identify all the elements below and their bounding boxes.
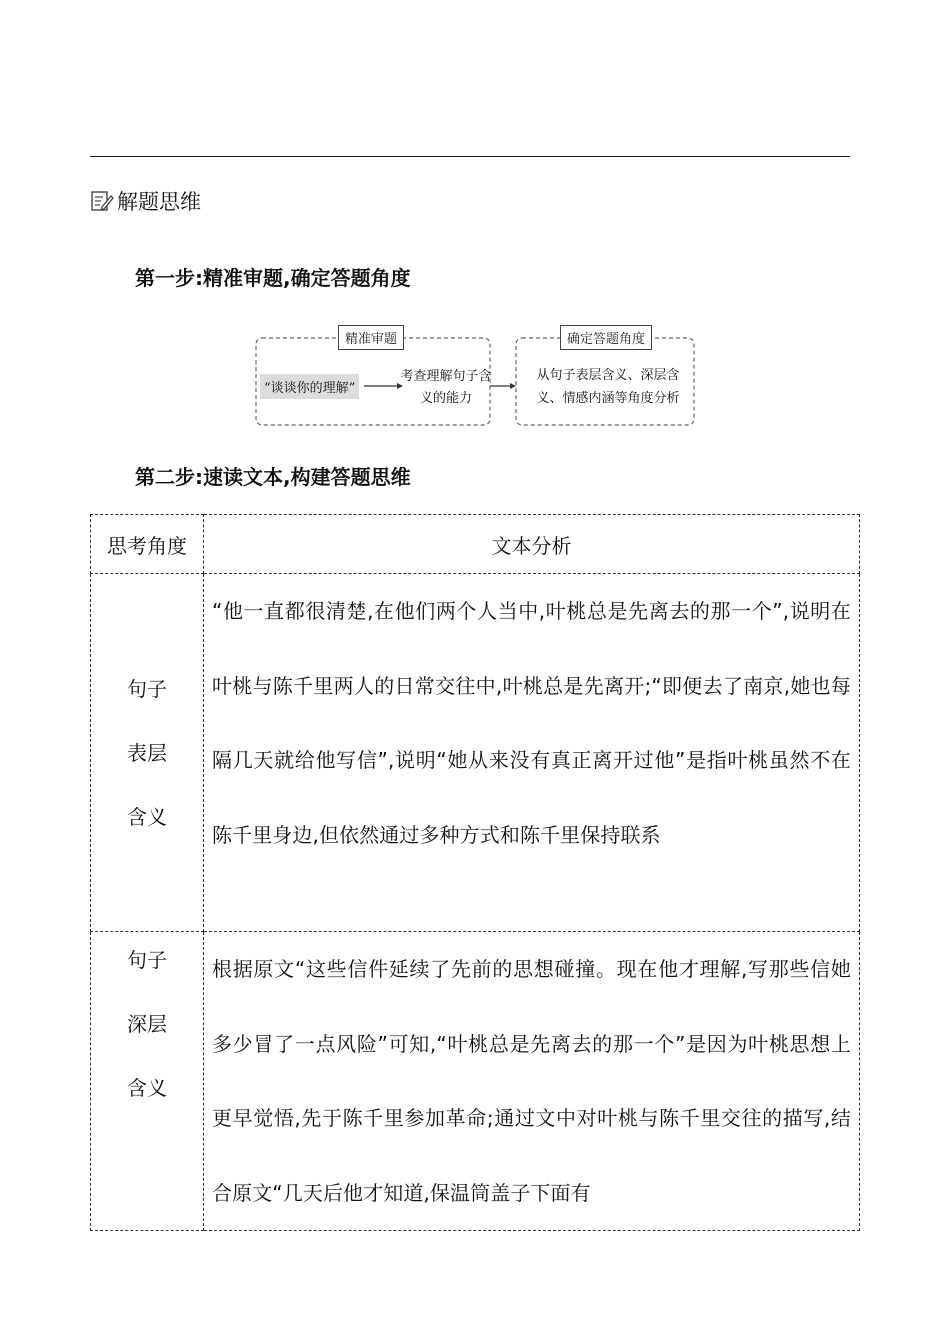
angle-cell [91, 574, 204, 932]
header-rule [90, 156, 850, 157]
left-box-label: 精准审题 [338, 325, 404, 350]
middle-text: 考查理解句子含义的能力 [400, 369, 492, 406]
header-angle: 思考角度 [91, 515, 204, 574]
table-row [91, 574, 860, 932]
analysis-cell: “他一直都很清楚,在他们两个人当中,叶桃总是先离去的那一个”,说明在叶桃与陈千里两人的日常交往中,叶桃总是先离开;“即便去了南京,她也每隔几天就给他写信”,说明“她从来没有真正离开过他”是指叶桃虽然不在陈千里身边,但依然通过多种方式和陈千里保持联系 [204, 574, 860, 932]
section-heading [90, 186, 201, 216]
section-title: 解题思维 [117, 190, 201, 214]
step-one-title: 第一步:精准审题,确定答题角度 [135, 266, 411, 290]
angle-label: 句子表层含义 [127, 676, 167, 829]
analysis-table [90, 514, 860, 1231]
right-text: 从句子表层含义、深层含义、情感内涵等角度分析 [536, 368, 680, 406]
flow-diagram [254, 322, 698, 430]
table-header-row [91, 515, 860, 574]
table-row [91, 932, 860, 1231]
quote-chip: “谈谈你的理解” [260, 374, 359, 399]
edit-note-icon [90, 189, 114, 213]
analysis-cell: 根据原文“这些信件延续了先前的思想碰撞。现在他才理解,写那些信她多少冒了一点风险”可知,“叶桃总是先离去的那一个”是因为叶桃思想上更早觉悟,先于陈千里参加革命;通过文中对叶桃与陈千里交往的描写,结合原文“几天后他才知道,保温筒盖子下面有 [204, 932, 860, 1231]
angle-label: 句子深层含义 [127, 948, 167, 1100]
header-analysis: 文本分析 [204, 515, 860, 574]
angle-cell [91, 932, 204, 1231]
step-two-title: 第二步:速读文本,构建答题思维 [135, 465, 411, 489]
right-box-label: 确定答题角度 [560, 325, 652, 350]
arrow-head-2 [510, 383, 516, 389]
